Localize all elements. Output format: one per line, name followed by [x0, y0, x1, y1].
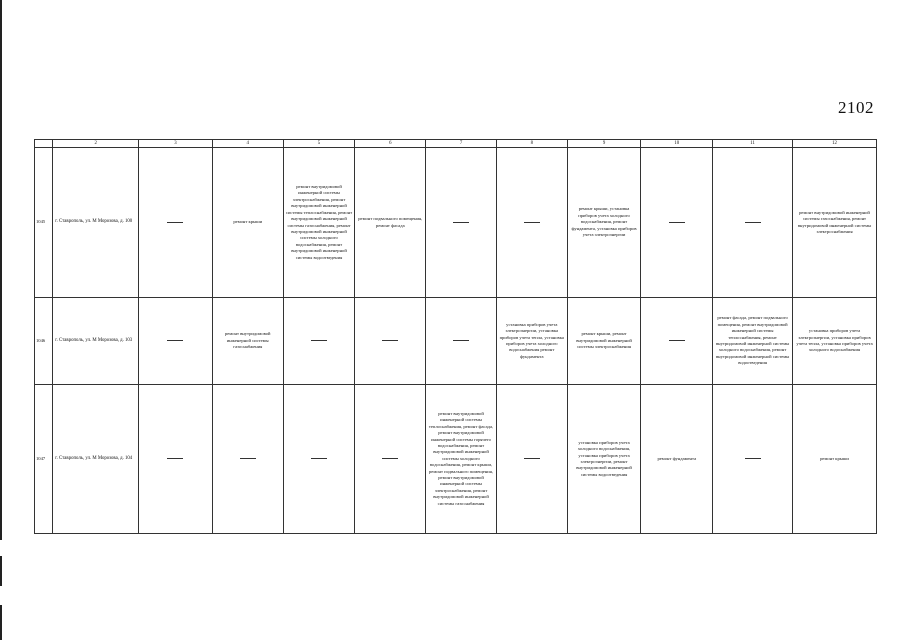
empty-dash — [240, 458, 256, 459]
empty-dash — [167, 458, 183, 459]
dash-cell — [283, 385, 355, 534]
work-cell: ремонт фасада, ремонт подвального помещения, ремонт внутридомовой инженерной системы теплоснабжения, ремонт внутридомовой инженерной системы холодного водоснабжения, ремонт внутридомовой инженерной системы водоотведения — [713, 298, 793, 385]
dash-cell — [641, 148, 713, 298]
column-header: 11 — [713, 140, 793, 148]
empty-dash — [453, 340, 469, 341]
table-row — [35, 298, 877, 385]
work-cell: ремонт внутридомовой инженерной системы электроснабжения, ремонт внутридомовой инженерной системы теплоснабжения, ремонт внутридомовой инженерной системы газоснабжения, ремонт внутридомовой инженерной системы холодного водоснабжения, ремонт внутридомовой инженерной системы водоотведения — [283, 148, 355, 298]
work-cell: установка приборов учета электроэнергии, установка приборов учета тепла, установка приборов учета холодного водоснабжения ремонт фундамента — [496, 298, 567, 385]
binding-edge-line — [0, 605, 2, 640]
empty-dash — [524, 222, 540, 223]
work-cell: ремонт крыши — [793, 385, 877, 534]
column-header: 8 — [496, 140, 567, 148]
empty-dash — [382, 458, 398, 459]
work-cell: ремонт внутридомовой инженерной системы газоснабжения, ремонт внутридомовой инженерной системы электроснабжения — [793, 148, 877, 298]
address-cell: г. Ставрополь, ул. М Морозова, д. 100 — [53, 148, 139, 298]
empty-dash — [524, 458, 540, 459]
address-cell: г. Ставрополь, ул. М Морозова, д. 104 — [53, 385, 139, 534]
table-row — [35, 148, 877, 298]
column-header: 5 — [283, 140, 355, 148]
work-cell: ремонт крыши, установка приборов учета холодного водоснабжения, ремонт фундамента, установка приборов учета электроэнергии — [567, 148, 641, 298]
dash-cell — [496, 148, 567, 298]
dash-cell — [139, 385, 213, 534]
dash-cell — [283, 298, 355, 385]
empty-dash — [669, 222, 685, 223]
work-cell: ремонт крыши, ремонт внутридомовой инженерной системы электроснабжения — [567, 298, 641, 385]
empty-dash — [311, 340, 327, 341]
work-cell: ремонт внутридомовой инженерной системы газоснабжения — [212, 298, 283, 385]
dash-cell — [426, 148, 497, 298]
empty-dash — [745, 458, 761, 459]
binding-edge-line — [0, 0, 2, 540]
row-number: 1046 — [35, 298, 53, 385]
dash-cell — [426, 298, 497, 385]
dash-cell — [496, 385, 567, 534]
dash-cell — [139, 298, 213, 385]
column-header: 12 — [793, 140, 877, 148]
dash-cell — [355, 298, 426, 385]
work-cell: ремонт крыши — [212, 148, 283, 298]
column-header: 3 — [139, 140, 213, 148]
column-header: 6 — [355, 140, 426, 148]
page-number: 2102 — [838, 98, 874, 117]
column-header: 4 — [212, 140, 283, 148]
work-cell: установка приборов учета электроэнергии, установка приборов учета тепла, установка приборов учета холодного водоснабжения — [793, 298, 877, 385]
work-cell: ремонт фундамента — [641, 385, 713, 534]
work-cell: ремонт внутридомовой инженерной системы теплоснабжения, ремонт фасада, ремонт внутридомовой инженерной системы горячего водоснабжения, ремонт внутридомовой инженерной системы холодного водоснабжения, ремонт крыши, ремонт подвального помещения, ремонт внутридомовой инженерной системы электроснабжения, ремонт внутридомовой инженерной системы газоснабжения — [426, 385, 497, 534]
dash-cell — [355, 385, 426, 534]
table-row — [35, 385, 877, 534]
dash-cell — [139, 148, 213, 298]
column-header: 7 — [426, 140, 497, 148]
dash-cell — [713, 148, 793, 298]
binding-edge-line — [0, 556, 2, 586]
work-cell: ремонт подвального помещения, ремонт фасада — [355, 148, 426, 298]
column-header — [35, 140, 53, 148]
column-header: 9 — [567, 140, 641, 148]
dash-cell — [641, 298, 713, 385]
dash-cell — [713, 385, 793, 534]
address-cell: г. Ставрополь, ул. М Морозова, д. 103 — [53, 298, 139, 385]
row-number: 1045 — [35, 148, 53, 298]
repair-schedule-table — [34, 139, 877, 534]
empty-dash — [382, 340, 398, 341]
empty-dash — [311, 458, 327, 459]
column-header: 10 — [641, 140, 713, 148]
column-header: 2 — [53, 140, 139, 148]
empty-dash — [669, 340, 685, 341]
dash-cell — [212, 385, 283, 534]
work-cell: установка приборов учета холодного водоснабжения, установка приборов учета электроэнергии, ремонт внутридомовой инженерной системы водоотведения — [567, 385, 641, 534]
column-number-row — [35, 140, 877, 148]
empty-dash — [453, 222, 469, 223]
empty-dash — [167, 340, 183, 341]
empty-dash — [167, 222, 183, 223]
row-number: 1047 — [35, 385, 53, 534]
empty-dash — [745, 222, 761, 223]
